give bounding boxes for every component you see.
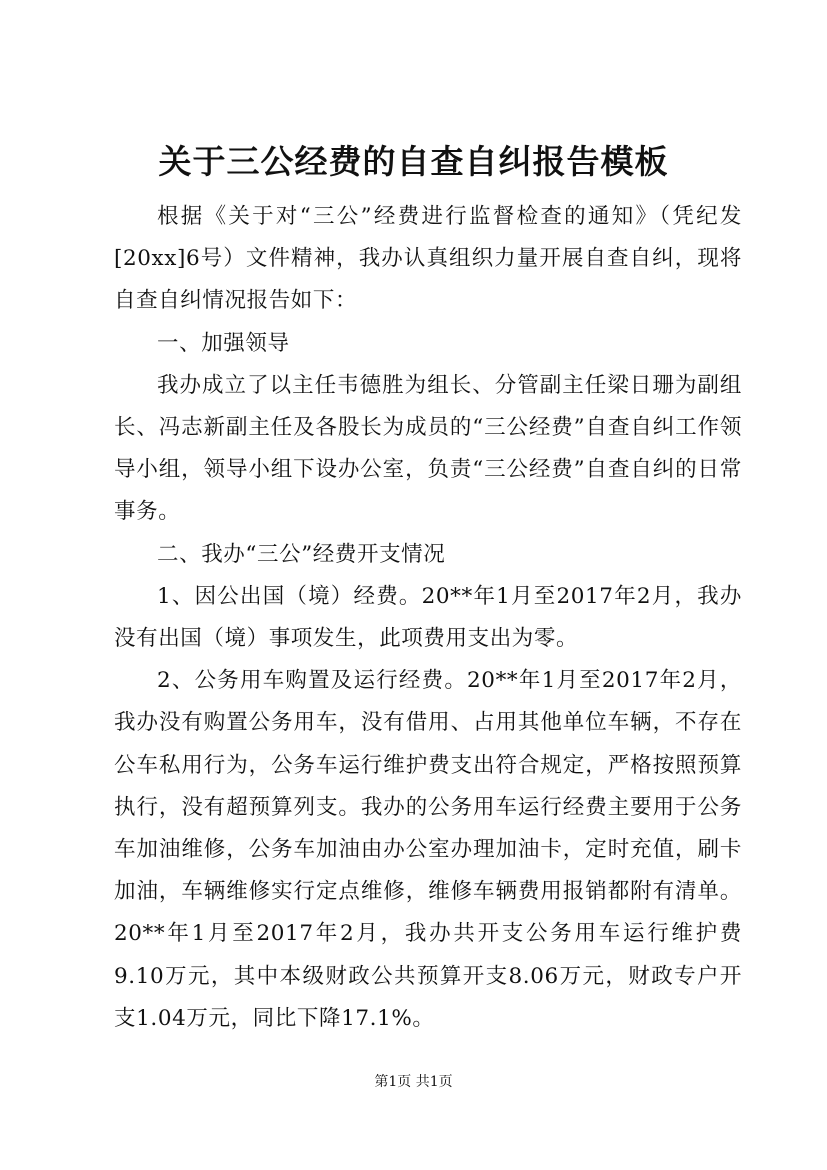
paragraph-leadership: 我办成立了以主任韦德胜为组长、分管副主任梁日珊为副组长、冯志新副主任及各股长为成员的“三公经费”自查自纠工作领导小组，领导小组下设办公室，负责“三公经费”自查自纠的日常事务。 — [114, 372, 742, 525]
paragraph-official-vehicles: 2、公务用车购置及运行经费。20**年1月至2017年2月，我办没有购置公务用车，没有借用、占用其他单位车辆，不存在公车私用行为，公务车运行维护费支出符合规定，严格按照预算执行，没有超预算列支。我办的公务用车运行经费主要用于公务车加油维修，公务车加油由办公室办理加油卡，定时充值，刷卡加油，车辆维修实行定点维修，维修车辆费用报销都附有清单。20**年1月至2017年2月，我办共开支公务用车运行维护费9.10万元，其中本级财政公共预算开支8.06万元，财政专户开支1.04万元，同比下降17.1%。 — [114, 668, 742, 1031]
document-body — [114, 196, 742, 1040]
document-title: 关于三公经费的自查自纠报告模板 — [158, 142, 669, 181]
paragraph-overseas-travel: 1、因公出国（境）经费。20**年1月至2017年2月，我办没有出国（境）事项发生，此项费用支出为零。 — [114, 583, 742, 652]
paragraph-intro: 根据《关于对“三公”经费进行监督检查的通知》（凭纪发[20xx]6号）文件精神，我办认真组织力量开展自查自纠，现将自查自纠情况报告如下： — [114, 204, 742, 314]
page-footer: 第1页 共1页 — [374, 1074, 453, 1090]
section-heading-leadership: 一、加强领导 — [157, 330, 290, 356]
section-heading-expenses: 二、我办“三公”经费开支情况 — [157, 541, 446, 567]
